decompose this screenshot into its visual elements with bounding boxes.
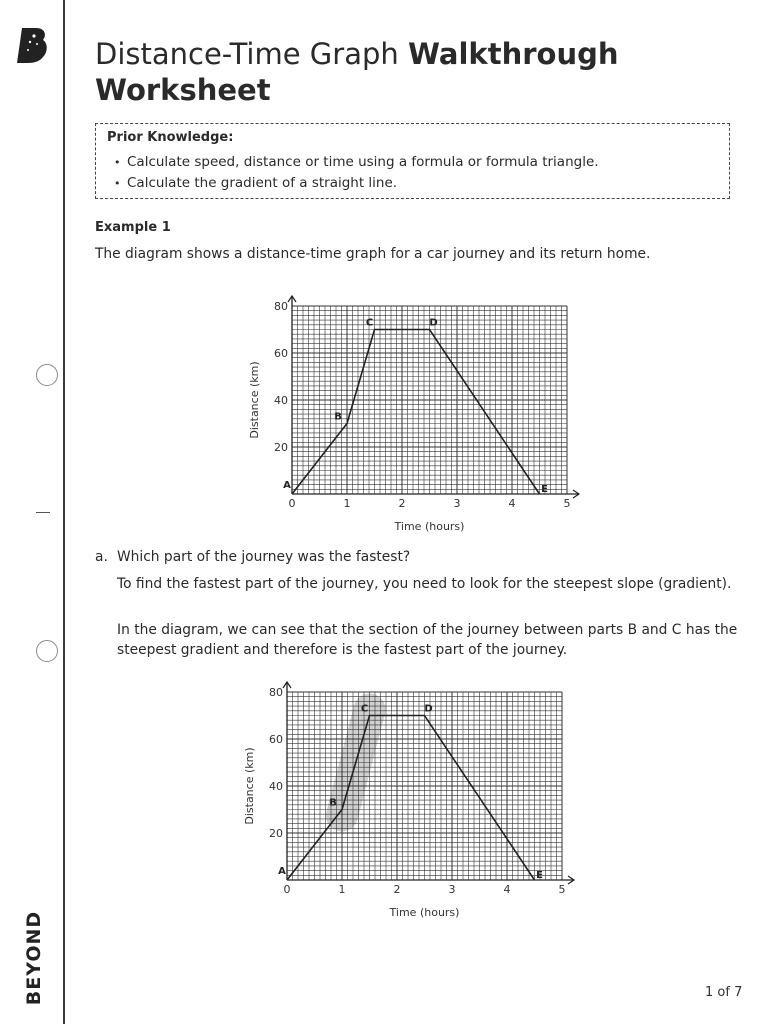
- fold-mark: [36, 512, 50, 513]
- x-axis-label: Time (hours): [394, 520, 465, 533]
- y-tick-label: 20: [274, 441, 288, 454]
- y-axis-label: Distance (km): [243, 747, 256, 825]
- point-label-d: D: [429, 317, 438, 329]
- margin-line: [63, 0, 65, 1024]
- list-item: • Calculate the gradient of a straight line.: [114, 173, 599, 194]
- point-label-c: C: [365, 317, 374, 329]
- distance-time-graph-2: [235, 678, 585, 928]
- x-tick-label: 1: [343, 497, 351, 510]
- point-label-e: E: [536, 870, 543, 881]
- grid: [287, 692, 562, 880]
- x-tick-label: 5: [558, 883, 566, 896]
- x-tick-label: 0: [283, 883, 291, 896]
- example-heading: Example 1: [95, 220, 171, 235]
- point-label-b: B: [334, 411, 342, 423]
- point-label-d: D: [424, 703, 433, 715]
- x-tick-label: 4: [508, 497, 516, 510]
- punch-hole-bottom: [36, 640, 58, 662]
- grid: [292, 306, 567, 494]
- title-bold-2: Worksheet: [95, 73, 271, 107]
- distance-time-graph-1: [240, 292, 590, 542]
- x-tick-label: 3: [453, 497, 461, 510]
- y-tick-label: 20: [269, 827, 283, 840]
- y-tick-label: 40: [274, 394, 288, 407]
- y-tick-label: 60: [274, 347, 288, 360]
- x-tick-label: 2: [393, 883, 401, 896]
- answer-paragraph-1: To find the fastest part of the journey, you need to look for the steepest slope (gradient).: [117, 576, 732, 592]
- brand-text: BEYOND: [23, 910, 45, 1006]
- x-tick-label: 0: [288, 497, 296, 510]
- x-tick-label: 1: [338, 883, 346, 896]
- title-bold-1: Walkthrough: [407, 37, 619, 71]
- journey-line: [287, 716, 535, 881]
- brand-vertical: [14, 910, 54, 1006]
- list-item: • Calculate speed, distance or time using a formula or formula triangle.: [114, 152, 599, 173]
- x-tick-label: 3: [448, 883, 456, 896]
- y-tick-label: 60: [269, 733, 283, 746]
- point-label-b: B: [329, 797, 337, 809]
- y-axis-label: Distance (km): [248, 361, 261, 439]
- x-tick-label: 5: [563, 497, 571, 510]
- point-label-a: A: [278, 866, 286, 877]
- prior-knowledge-heading: Prior Knowledge:: [107, 130, 234, 145]
- point-label-e: E: [541, 484, 548, 495]
- x-tick-label: 4: [503, 883, 511, 896]
- page-title: [95, 36, 735, 108]
- x-tick-label: 2: [398, 497, 406, 510]
- journey-line: [292, 330, 540, 495]
- x-axis-label: Time (hours): [389, 906, 460, 919]
- page-number: 1 of 7: [705, 985, 743, 1000]
- y-tick-label: 80: [269, 686, 283, 699]
- y-tick-label: 80: [274, 300, 288, 313]
- beyond-logo-icon: [16, 26, 50, 66]
- example-description: The diagram shows a distance-time graph for a car journey and its return home.: [95, 246, 651, 262]
- point-label-c: C: [360, 703, 369, 715]
- question-letter: a.: [95, 549, 108, 565]
- y-tick-label: 40: [269, 780, 283, 793]
- title-light: Distance-Time Graph: [95, 37, 408, 71]
- prior-knowledge-list: [114, 152, 599, 194]
- point-label-a: A: [283, 480, 291, 491]
- prior-knowledge-box: [95, 123, 730, 199]
- question-text: Which part of the journey was the fastest?: [117, 549, 411, 565]
- answer-paragraph-2: In the diagram, we can see that the section of the journey between parts B and C has the steepest gradient and therefore is the fastest part of the journey.: [117, 622, 738, 658]
- punch-hole-top: [36, 364, 58, 386]
